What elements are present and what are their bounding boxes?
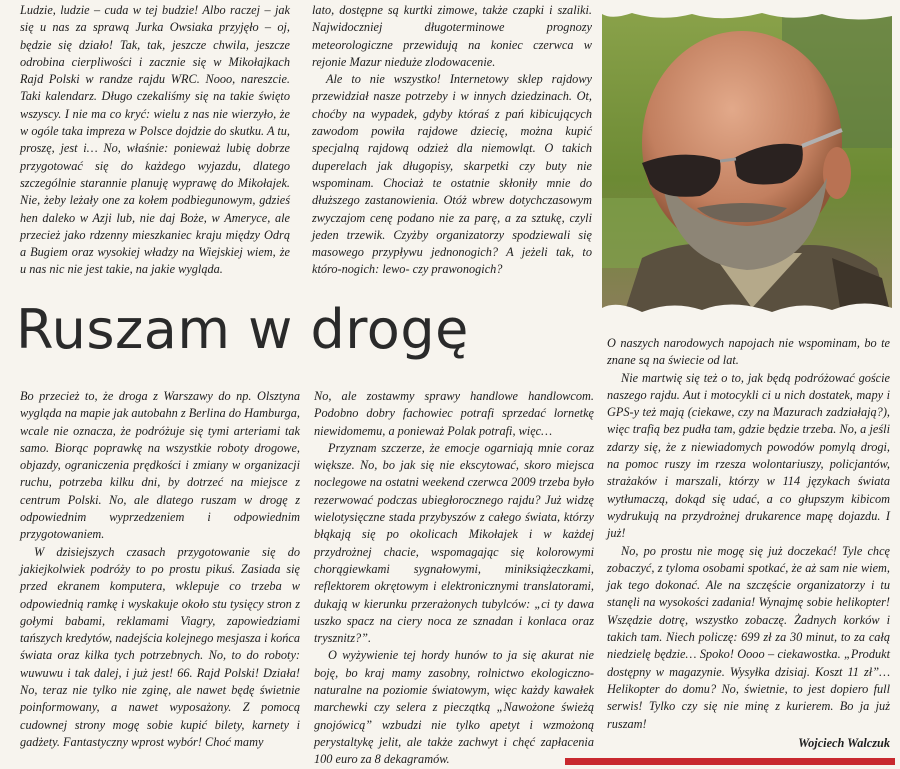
- article-column-2: [312, 2, 592, 279]
- paragraph: Bo przecież to, że droga z Warszawy do np. Olsztyna wygląda na mapie jak autobahn z Berlina do Hamburga, wcale nie oznacza, że podróżuje się tymi arteriami tak samo. Biorąc poprawkę na wszystkie roboty drogowe, objazdy, ograniczenia prędkości i zmiany w organizacji ruchu, potrzeba kilku dni, by dotrzeć na miejsce z centrum Polski. No, ale dlatego ruszam w drogę z odpowiednim wyprzedzeniem i odpowiednim przygotowaniem.: [20, 389, 300, 542]
- paragraph: No, po prostu nie mogę się już doczekać! Tyle chcę zobaczyć, z tyloma osobami spotkać, że aż sam nie wiem, jak tego dokonać. Ale na szczęście organizatorzy i tu stanęli na wysokości zadania! Wynajmę sobie helikopter! Wszędzie dotrę, wszystko zobaczę. Żadnych korków i takich tam. Niech policzę: 699 zł za 30 minut, to za całą niedzielę będzie… Spoko! Oooo – ciekawostka. „Produkt dostępny w magazynie. Wysyłka dzisiaj. Koszt 11 zł”… Helikopter do domu? No, świetnie, to jest dopiero full serwis! Tylko czy się nie minę z kurierem. Bo ja już ruszam!: [607, 543, 890, 731]
- portrait-photo-icon: [602, 8, 892, 320]
- article-column-1: [20, 2, 290, 279]
- paragraph: Przyznam szczerze, że emocje ogarniają mnie coraz większe. No, bo jak się nie ekscytować, skoro miejsca noclegowe na ostatni weekend czerwca 2009 trzeba było rezerwować podczas ubiegłorocznego rajdu? Już widzę wielotysięczne stada przybyszów z całego świata, którzy błąkają się po okolicach Mikołajek i w każdej przydrożnej chacie, wspomagając się kolorowymi chorągiewkami sygnałowymi, miniksiążeczkami, reflektorem okrętowym i elektronicznymi translatorami, dukają w kierunku przerażonych tubylców: „ci ty dawa uszko spacz na ciery noca ze sznadan i konlaca oraz trysznitz?”.: [314, 440, 594, 646]
- paragraph: O wyżywienie tej hordy hunów to ja się akurat nie boję, bo kraj mamy zasobny, rolnictwo ekologiczno-naturalne na poziomie światowym, więc każdy kawałek marchewki czy selera z pieczątką „Nawożone świeżą gnojówicą” wzbudzi nie tylko apetyt i wzmożoną perystaltykę jelit, ale także zachwyt i chęć zapłacenia 100 euro za 8 dekagramów.: [314, 648, 594, 767]
- paragraph: No, ale zostawmy sprawy handlowe handlowcom. Podobno dobry fachowiec potrafi sprzedać lornetkę niewidomemu, a ponieważ Polak potrafi, więc…: [314, 389, 594, 438]
- paragraph: Ale to nie wszystko! Internetowy sklep rajdowy przewidział nasze potrzeby i w innych dziedzinach. Ot, choćby na wypadek, gdyby któraś z pań kibicujących zawodom powiła rajdowe dziecię, można kupić specjalną rajdową odzież dla niemowląt. O takich duperelach jak długopisy, skarpetki czy buty nie wspominam. Chociaż te ostatnie skłoniły mnie do dłuższego zastanowienia. Otóż wbrew dotychczasowym zwyczajom cenę podano nie za parę, a za sztukę, czyli jeden trzewik. Czyżby organizatorzy spodziewali się masowego przypływu jednonogich? A jeżeli tak, to któro-nogich: lewo- czy prawonogich?: [312, 72, 592, 277]
- article-headline: Ruszam w drogę: [16, 298, 469, 361]
- paragraph: W dzisiejszych czasach przygotowanie się do jakiejkolwiek podróży to po prostu pikuś. Zasiada się przed ekranem komputera, wklepuje co trzeba w odpowiednią ramkę i wyskakuje około stu tysięcy stron z gołymi babami, reklamami Viagry, zapowiedziami tańszych kredytów, nadejścia kolejnego mesjasza i końca świata oraz kilka tych potrzebnych. No, to do roboty: wuwuwu i tak dalej, i już jest! 66. Rajd Polski! Działa! No, teraz nie tylko nie zginę, ale nawet będę świetnie poinformowany, a nawet wyposażony. Z pomocą cudownej strony mogę sobie kupić bilety, karnety i gadżety. Fantastyczny wprost wybór! Choć mamy: [20, 544, 300, 749]
- paragraph: lato, dostępne są kurtki zimowe, także czapki i szaliki. Najwidoczniej długoterminowe prognozy meteorologiczne przewidują na koniec czerwca w rejonie Mazur nieduże zlodowacenie.: [312, 3, 592, 69]
- article-column-3: [20, 388, 300, 751]
- decorative-red-bar: [565, 758, 895, 765]
- paragraph: Nie martwię się też o to, jak będą podróżować goście naszego rajdu. Aut i motocykli ci u nich dostatek, mapy i GPS-y też mają (ciekawe, czy na Mazurach zadziałają?), więc trafią bez pudła tam, gdzie będzie trzeba. No, a jeśli zdarzy się, że z niewiadomych powodów pomylą drogi, na pomoc ruszy im rzesza wolontariuszy, policjantów, strażaków i marszali, którzy w 114 językach świata wytłumaczą, dokąd się udać, a co głupszym kibicom wydrukują na przydrożnej drukarence mapę dojazdu. I już!: [607, 370, 890, 541]
- paragraph: Ludzie, ludzie – cuda w tej budzie! Albo raczej – jak się u nas za sprawą Jurka Owsiaka przyjęło – oj, będzie się działo! Tak, tak, jeszcze chwila, jeszcze odrobina cierpliwości i zacznie się w Mikołajkach Rajd Polski w randze rajdu WRC. Nooo, nareszcie. Taki kalendarz. Długo czekaliśmy się na takie święto wszyscy. I nie ma co kryć: wielu z nas nie wierzyło, że w ogóle taka impreza w Polsce dojdzie do skutku. A tu, proszę, jest i… No, właśnie: ponieważ lubię dobrze przygotować się do każdego wyjazdu, dlatego szczególnie starannie planuję wyprawę do Mikołajek. Nie, żeby leżały one za kołem podbiegunowym, gdzieś hen daleko w Azji lub, nie daj Boże, w Ameryce, ale przecież jako rdzenny mieszkaniec kraju między Odrą a Bugiem oraz wysokiej władzy na Wiejskiej wiem, że u nas nic nie jest takie, na jakie wygląda.: [20, 3, 290, 277]
- paragraph: O naszych narodowych napojach nie wspominam, bo te znane są na świecie od lat.: [607, 336, 890, 368]
- article-column-5: [607, 335, 890, 752]
- author-portrait-photo: [602, 8, 892, 320]
- article-column-4: [314, 388, 594, 769]
- author-signature: Wojciech Walczuk: [798, 735, 890, 750]
